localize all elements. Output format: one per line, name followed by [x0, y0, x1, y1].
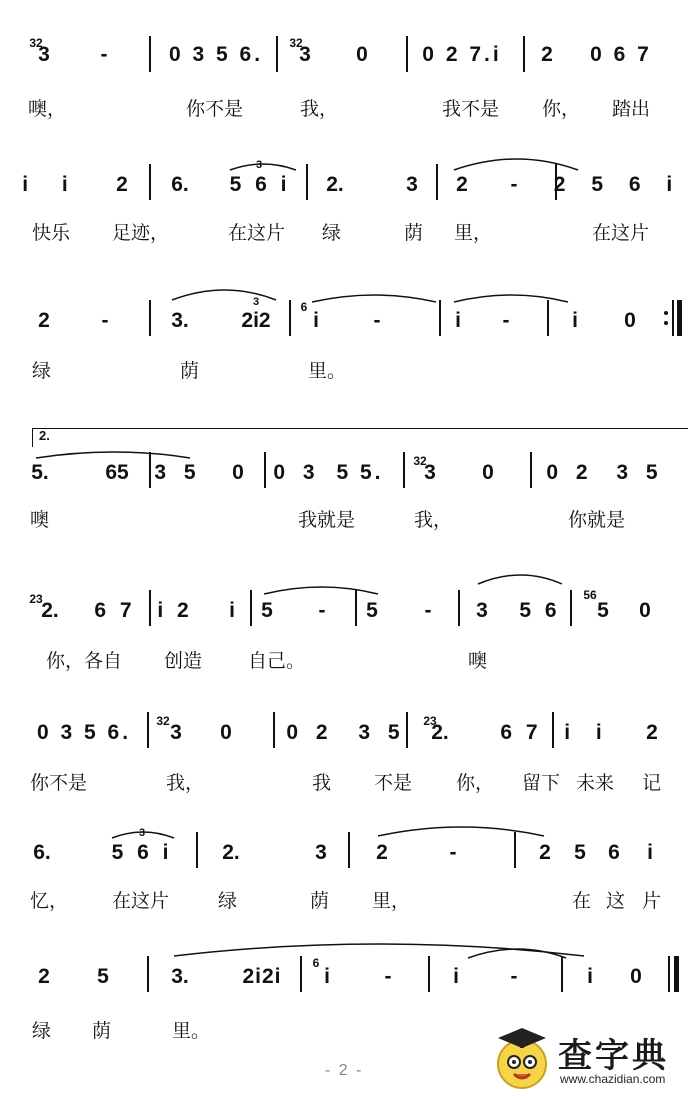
note: 5 [574, 841, 586, 864]
note: i [229, 599, 235, 622]
note: 0 [232, 461, 244, 484]
note: 3 [476, 599, 488, 622]
barline [273, 712, 275, 748]
barline [552, 712, 554, 748]
note: 3 [406, 173, 418, 196]
barline [530, 452, 532, 488]
note: - [424, 599, 432, 622]
note: i [572, 309, 578, 332]
note: 6. [171, 173, 189, 196]
lyric: 你， [542, 98, 581, 120]
note: i 2 [157, 599, 193, 622]
watermark-logo [488, 1022, 698, 1094]
note: 2 [541, 43, 553, 66]
note: 5 [97, 965, 109, 988]
lyric: 创造 [164, 650, 203, 672]
lyric: 不是 [374, 772, 413, 794]
note: 3 5 [154, 461, 202, 484]
lyric: 荫 [92, 1020, 112, 1042]
grace-note: 6 [312, 956, 320, 970]
note: 0 3 [273, 461, 321, 484]
watermark-name: 查字典 [558, 1036, 669, 1076]
tuplet-mark: 3 [138, 827, 146, 839]
note: - [373, 309, 381, 332]
note: 2i2 [241, 309, 271, 332]
lyric: 在这片 [592, 222, 650, 244]
barline [147, 712, 149, 748]
note: 3 [170, 721, 182, 744]
note: - [384, 965, 392, 988]
lyric: 片 [642, 890, 662, 912]
lyric: 在这片 [112, 890, 170, 912]
slur [110, 826, 176, 840]
note: 3 [38, 43, 50, 66]
note: 2. [41, 599, 59, 622]
barline [306, 164, 308, 200]
lyric: 记 [642, 772, 662, 794]
note: 6. [33, 841, 51, 864]
note: 0 [356, 43, 368, 66]
slur [466, 944, 570, 960]
lyric: 足迹， [112, 222, 170, 244]
barline [149, 36, 151, 72]
lyric: 噢 [30, 509, 50, 531]
note: 3 5 [358, 721, 406, 744]
barline [547, 300, 549, 336]
note: 5. [31, 461, 49, 484]
note: - [101, 309, 109, 332]
note: 3. [171, 965, 189, 988]
lyric: 我不是 [442, 98, 500, 120]
note: 2. [326, 173, 344, 196]
note: 2. [222, 841, 240, 864]
note: 5 [366, 599, 378, 622]
barline [406, 36, 408, 72]
final-barline-thick [674, 956, 679, 992]
lyric: 自己。 [248, 650, 306, 672]
volta-number: 2. [39, 428, 50, 443]
note: 2i2i [242, 965, 282, 988]
slur [170, 284, 280, 302]
barline [147, 956, 149, 992]
tuplet-mark: 3 [255, 159, 263, 171]
note: 2 [38, 309, 50, 332]
lyric: 在 [572, 890, 592, 912]
note: 5 [597, 599, 609, 622]
slur [228, 158, 298, 172]
note: 0 2 7.i [422, 43, 502, 66]
note: i i [22, 173, 82, 196]
lyric: 噢， [28, 98, 67, 120]
grace-note: 32 [29, 36, 43, 50]
final-barline [668, 956, 670, 992]
barline [348, 832, 350, 868]
barline [276, 36, 278, 72]
note: 2 [646, 721, 658, 744]
note: i [324, 965, 330, 988]
note: 3. [171, 309, 189, 332]
lyric: 你就是 [568, 509, 626, 531]
note: 5 [261, 599, 273, 622]
barline [196, 832, 198, 868]
lyric: 你不是 [186, 98, 244, 120]
lyric: 里， [454, 222, 493, 244]
note: 2 [116, 173, 128, 196]
note: 2 [376, 841, 388, 864]
note: 3 5 [616, 461, 664, 484]
lyric: 留下 [522, 772, 561, 794]
lyric: 在这片 [228, 222, 286, 244]
slur [310, 290, 440, 304]
note: 5 6 [519, 599, 561, 622]
note: 0 [624, 309, 636, 332]
note: i [647, 841, 653, 864]
lyric: 里。 [308, 360, 347, 382]
barline [436, 164, 438, 200]
slur [262, 582, 382, 596]
lyric: 荫 [180, 360, 200, 382]
volta-bracket [32, 428, 688, 447]
barline [149, 300, 151, 336]
note: 6 7 [500, 721, 542, 744]
slur [34, 446, 194, 460]
slur [452, 152, 582, 172]
note: - [502, 309, 510, 332]
grace-note: 6 [300, 300, 308, 314]
note: 0 [639, 599, 651, 622]
barline [561, 956, 563, 992]
note: 0 3 5 6. [36, 721, 132, 744]
grace-note: 32 [289, 36, 303, 50]
note: - [100, 43, 108, 66]
note: 3 [424, 461, 436, 484]
note: 3 [315, 841, 327, 864]
note: 5 5. [336, 461, 384, 484]
barline [514, 832, 516, 868]
lyric: 绿 [322, 222, 342, 244]
barline [428, 956, 430, 992]
note: 3 [299, 43, 311, 66]
page-number: - 2 - [325, 1062, 364, 1079]
lyric: 绿 [32, 360, 52, 382]
slur [452, 290, 572, 304]
lyric: 里， [372, 890, 411, 912]
watermark-url: www.chazidian.com [560, 1072, 666, 1086]
note: 2 [539, 841, 551, 864]
lyric: 我就是 [298, 509, 356, 531]
barline [439, 300, 441, 336]
lyric: 未来 [576, 772, 615, 794]
barline [355, 590, 357, 626]
note: 0 2 [546, 461, 594, 484]
note: 5 6 i [111, 841, 173, 864]
lyric: 我， [414, 509, 453, 531]
barline [523, 36, 525, 72]
note: 5 6 i [229, 173, 291, 196]
lyric: 快乐 [32, 222, 71, 244]
lyric: 你，各自 [46, 650, 123, 672]
barline [149, 452, 151, 488]
note: 65 [105, 461, 129, 484]
tuplet-mark: 3 [252, 296, 260, 308]
grace-note: 56 [583, 588, 597, 602]
note: i [587, 965, 593, 988]
note: 2 5 6 i [553, 173, 683, 196]
note: - [510, 965, 518, 988]
lyric: 噢 [468, 650, 488, 672]
note: - [318, 599, 326, 622]
lyric: 你不是 [30, 772, 88, 794]
barline [403, 452, 405, 488]
lyric: 我 [312, 772, 332, 794]
grace-note: 23 [423, 714, 437, 728]
lyric: 这 [606, 890, 626, 912]
lyric: 忆， [30, 890, 69, 912]
note: 0 [482, 461, 494, 484]
grace-note: 23 [29, 592, 43, 606]
note: - [510, 173, 518, 196]
note: 2 [456, 173, 468, 196]
grace-note: 32 [413, 454, 427, 468]
note: i [313, 309, 319, 332]
note: 0 2 [286, 721, 334, 744]
note: i i [564, 721, 612, 744]
barline [149, 164, 151, 200]
barline [149, 590, 151, 626]
barline [458, 590, 460, 626]
lyric: 荫 [404, 222, 424, 244]
barline [570, 590, 572, 626]
note: 0 6 7 [590, 43, 652, 66]
note: i [453, 965, 459, 988]
lyric: 荫 [310, 890, 330, 912]
slur [476, 570, 566, 586]
barline [289, 300, 291, 336]
lyric: 我， [166, 772, 205, 794]
barline [300, 956, 302, 992]
note: 6 [608, 841, 620, 864]
barline [264, 452, 266, 488]
note: 2 [38, 965, 50, 988]
note: 0 3 5 6. [168, 43, 264, 66]
mascot-icon [488, 1022, 556, 1094]
grace-note: 32 [156, 714, 170, 728]
slur [376, 822, 548, 838]
note: - [449, 841, 457, 864]
note: 6 7 [94, 599, 136, 622]
lyric: 你， [456, 772, 495, 794]
lyric: 里。 [172, 1020, 211, 1042]
barline [250, 590, 252, 626]
note: 0 [220, 721, 232, 744]
lyric: 绿 [218, 890, 238, 912]
lyric: 踏出 [612, 98, 651, 120]
repeat-end-sign [660, 300, 686, 336]
lyric: 我， [300, 98, 339, 120]
note: 0 [630, 965, 642, 988]
note: i [455, 309, 461, 332]
note: 2. [431, 721, 449, 744]
lyric: 绿 [32, 1020, 52, 1042]
barline [406, 712, 408, 748]
